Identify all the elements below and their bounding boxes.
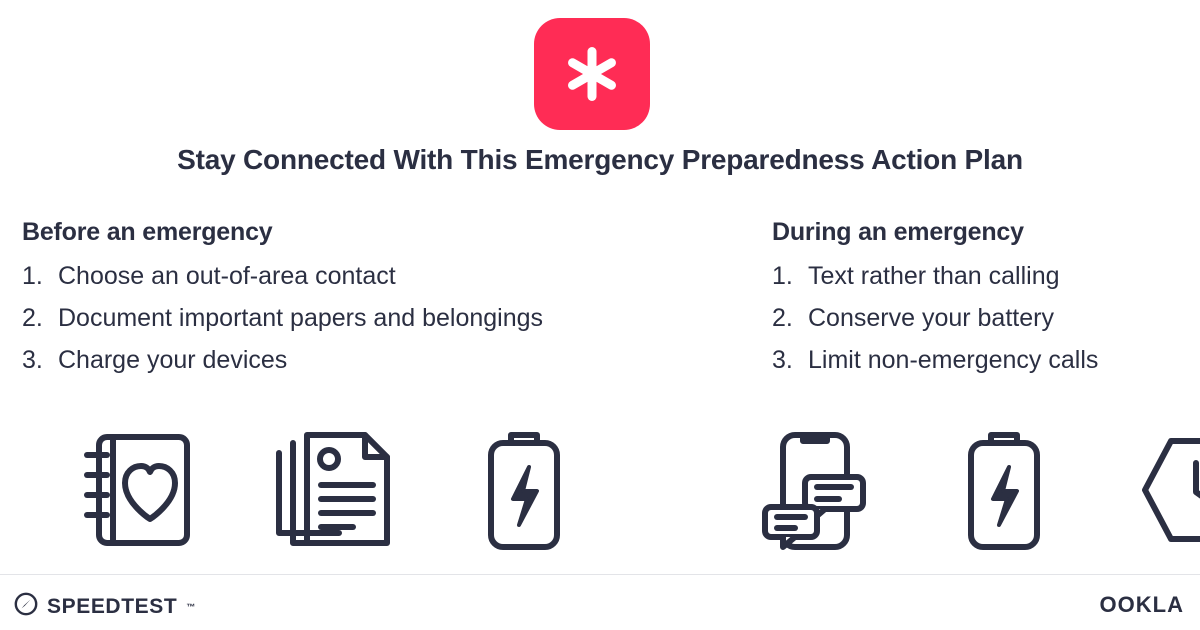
list-item-label: Text rather than calling — [808, 262, 1060, 290]
list-item-label: Charge your devices — [58, 346, 288, 374]
list-item — [22, 299, 762, 337]
asterisk-icon — [562, 44, 622, 104]
ookla-logo — [1100, 592, 1184, 618]
battery-charge-icon — [454, 420, 594, 560]
list-item — [772, 299, 1192, 337]
list-item-number: 3. — [772, 346, 793, 374]
list-item-number: 2. — [772, 304, 793, 332]
speedtest-gauge-icon — [14, 592, 38, 621]
icon-row-during — [742, 420, 1200, 560]
list-during-emergency — [772, 257, 1192, 379]
list-item-label: Limit non-emergency calls — [808, 346, 1099, 374]
column-title-before: Before an emergency — [22, 218, 273, 246]
list-item — [772, 257, 1192, 295]
list-item-number: 1. — [772, 262, 793, 290]
page-title: Stay Connected With This Emergency Preparedness Action Plan — [177, 144, 1023, 175]
phone-message-icon — [742, 420, 882, 560]
speedtest-trademark: ™ — [186, 601, 196, 612]
column-before-emergency — [22, 218, 762, 383]
list-before-emergency — [22, 257, 762, 379]
battery-charge-icon — [934, 420, 1074, 560]
speedtest-badge — [534, 18, 650, 130]
list-item-label: Conserve your battery — [808, 304, 1054, 332]
list-item-label: Document important papers and belongings — [58, 304, 544, 332]
ookla-wordmark: OOKLA — [1099, 592, 1184, 617]
documents-stack-icon — [262, 420, 402, 560]
column-title-during: During an emergency — [772, 218, 1024, 246]
icon-row-before — [70, 420, 594, 560]
list-item-number: 2. — [22, 304, 43, 332]
list-item-number: 1. — [22, 262, 43, 290]
list-item — [22, 257, 762, 295]
notebook-heart-icon — [70, 420, 210, 560]
speedtest-wordmark: SPEEDTEST — [47, 594, 178, 618]
list-item-label: Choose an out-of-area contact — [58, 262, 396, 290]
speedtest-logo — [14, 592, 195, 621]
list-item — [22, 341, 762, 379]
list-item — [772, 341, 1192, 379]
hexagon-clock-icon — [1126, 420, 1200, 560]
footer-divider — [0, 574, 1200, 575]
column-during-emergency — [772, 218, 1192, 383]
list-item-number: 3. — [22, 346, 43, 374]
